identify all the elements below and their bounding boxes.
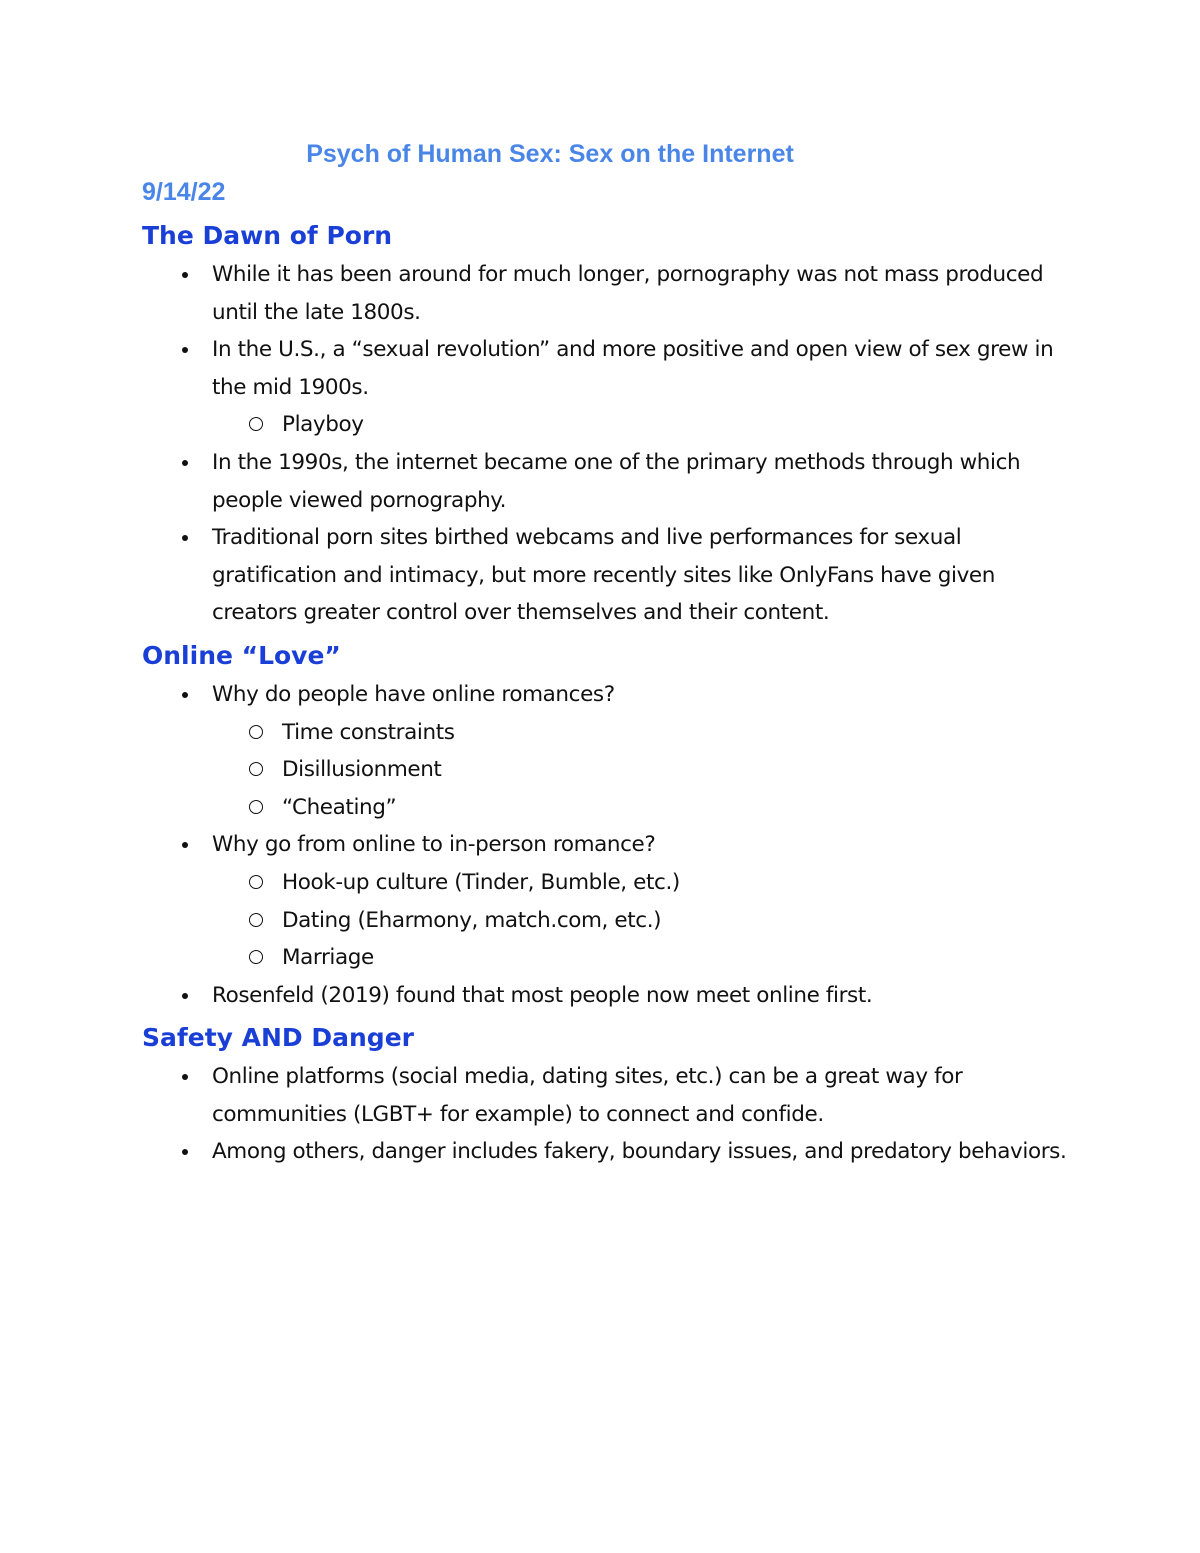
sub-list-item-text: Marriage <box>282 945 374 971</box>
section-heading-dawn-of-porn: The Dawn of Porn <box>142 221 393 250</box>
sub-list-item-text: Time constraints <box>282 719 455 745</box>
hollow-bullet-icon <box>249 725 263 739</box>
hollow-bullet-icon <box>249 762 263 776</box>
sub-list-item <box>142 406 1072 444</box>
bullet-list <box>142 256 1072 632</box>
list-item <box>142 676 1072 826</box>
list-item-text: Online platforms (social media, dating sites, etc.) can be a great way for communities (LGBT+ for example) to connect and confide. <box>212 1064 963 1127</box>
sub-list-item-text: Hook-up culture (Tinder, Bumble, etc.) <box>282 869 680 895</box>
sub-list-item <box>142 902 1072 940</box>
hollow-bullet-icon <box>249 950 263 964</box>
list-item-text: Traditional porn sites birthed webcams and live performances for sexual gratification and intimacy, but more recently sites like OnlyFans have given creators greater control over themselves and their content. <box>212 525 995 626</box>
list-item-text: In the U.S., a “sexual revolution” and more positive and open view of sex grew in the mid 1900s. <box>212 337 1054 400</box>
list-item-text: In the 1990s, the internet became one of the primary methods through which people viewed pornography. <box>212 449 1021 513</box>
list-item <box>142 256 1072 331</box>
bullet-icon <box>182 272 188 278</box>
document-body <box>142 216 1072 1171</box>
bullet-icon <box>182 993 188 999</box>
section-heading-safety-and-danger: Safety AND Danger <box>142 1023 414 1053</box>
list-item <box>142 1133 1072 1171</box>
sub-list-item <box>142 864 1072 902</box>
hollow-bullet-icon <box>249 875 263 889</box>
bullet-icon <box>182 535 188 541</box>
list-item-text: Among others, danger includes fakery, boundary issues, and predatory behaviors. <box>212 1139 1067 1165</box>
hollow-bullet-icon <box>249 913 263 927</box>
bullet-list <box>142 1058 1072 1171</box>
sub-list <box>212 864 1072 977</box>
list-item <box>142 331 1072 444</box>
bullet-icon <box>182 1149 188 1155</box>
bullet-icon <box>182 1074 188 1080</box>
sub-list-item-text: Disillusionment <box>282 757 442 783</box>
list-item-text: Why do people have online romances? <box>212 681 615 707</box>
sub-list-item-text: “Cheating” <box>282 794 397 820</box>
list-item <box>142 519 1072 632</box>
list-item-text: Why go from online to in-person romance? <box>212 832 656 858</box>
list-item-text: Rosenfeld (2019) found that most people now meet online first. <box>212 982 873 1008</box>
document-date: 9/14/22 <box>142 178 226 206</box>
sub-list <box>212 714 1072 827</box>
bullet-icon <box>182 692 188 698</box>
list-item <box>142 826 1072 976</box>
sub-list-item <box>142 939 1072 977</box>
list-item <box>142 444 1072 519</box>
sub-list-item <box>142 751 1072 789</box>
sub-list-item <box>142 789 1072 827</box>
hollow-bullet-icon <box>249 417 263 431</box>
sub-list-item <box>142 714 1072 752</box>
bullet-icon <box>182 460 188 466</box>
bullet-icon <box>182 842 188 848</box>
bullet-icon <box>182 347 188 353</box>
hollow-bullet-icon <box>249 800 263 814</box>
list-item <box>142 1058 1072 1133</box>
list-item-text: While it has been around for much longer, pornography was not mass produced until the late 1800s. <box>212 262 1044 325</box>
bullet-list <box>142 676 1072 1014</box>
section-heading-online-love: Online “Love” <box>142 640 341 670</box>
list-item <box>142 977 1072 1015</box>
sub-list-item-text: Dating (Eharmony, match.com, etc.) <box>282 907 662 933</box>
sub-list-item-text: Playboy <box>282 412 364 438</box>
page-title: Psych of Human Sex: Sex on the Internet <box>306 140 794 168</box>
sub-list <box>212 406 1072 444</box>
